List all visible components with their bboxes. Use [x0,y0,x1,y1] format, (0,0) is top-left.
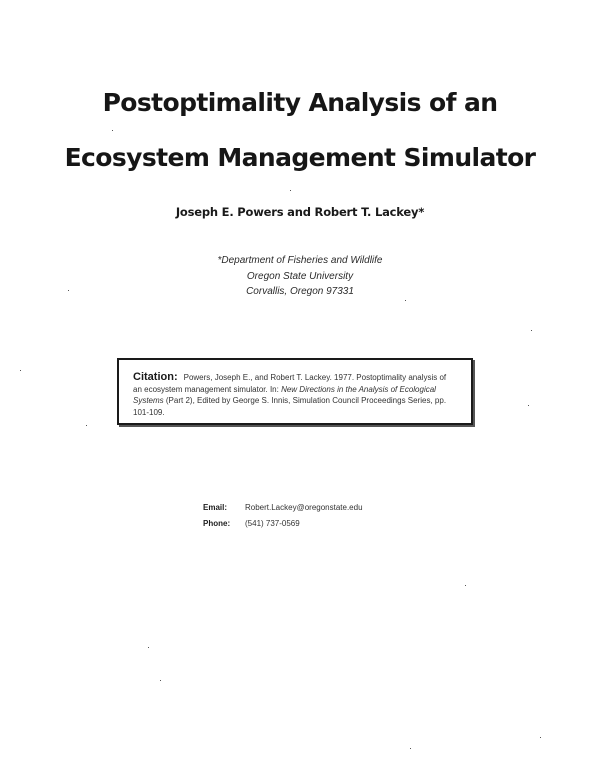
citation-label: Citation: [133,371,178,383]
title-line-1: Postoptimality Analysis of an [102,88,498,117]
scan-speck [465,585,466,586]
citation-text-before: Powers, Joseph E., and Robert T. Lackey. 1977. Postoptimality analysis of an ecosystem management simulator. In: [133,373,447,394]
scan-speck [410,748,411,749]
affiliation-university: Oregon State University [246,270,354,282]
scan-speck [160,680,161,681]
scan-speck [290,190,291,191]
phone-row [203,516,363,532]
scan-speck [405,300,406,301]
email-label: Email: [203,503,228,512]
affiliation [0,253,600,300]
citation-text-after: (Part 2), Edited by George S. Innis, Simulation Council Proceedings Series, pp. 101-109. [133,396,447,417]
affiliation-location: Corvallis, Oregon 97331 [246,286,354,297]
email-value: Robert.Lackey@oregonstate.edu [245,503,363,512]
phone-value: (541) 737-0569 [245,519,300,528]
scan-speck [20,370,21,371]
scan-speck [540,737,541,738]
citation-box [117,358,473,425]
authors: Joseph E. Powers and Robert T. Lackey* [175,205,425,219]
affiliation-department: *Department of Fisheries and Wildlife [217,255,383,266]
contact-block [203,500,363,532]
scan-speck [528,405,529,406]
citation-book-title: New Directions in the Analysis of Ecological Systems [133,384,436,405]
title-line-2: Ecosystem Management Simulator [64,143,536,172]
scan-speck [148,647,149,648]
scan-speck [531,330,532,331]
scan-speck [68,290,69,291]
email-row [203,500,363,516]
scan-speck [86,425,87,426]
phone-label: Phone: [203,519,231,528]
scan-speck [112,130,113,131]
